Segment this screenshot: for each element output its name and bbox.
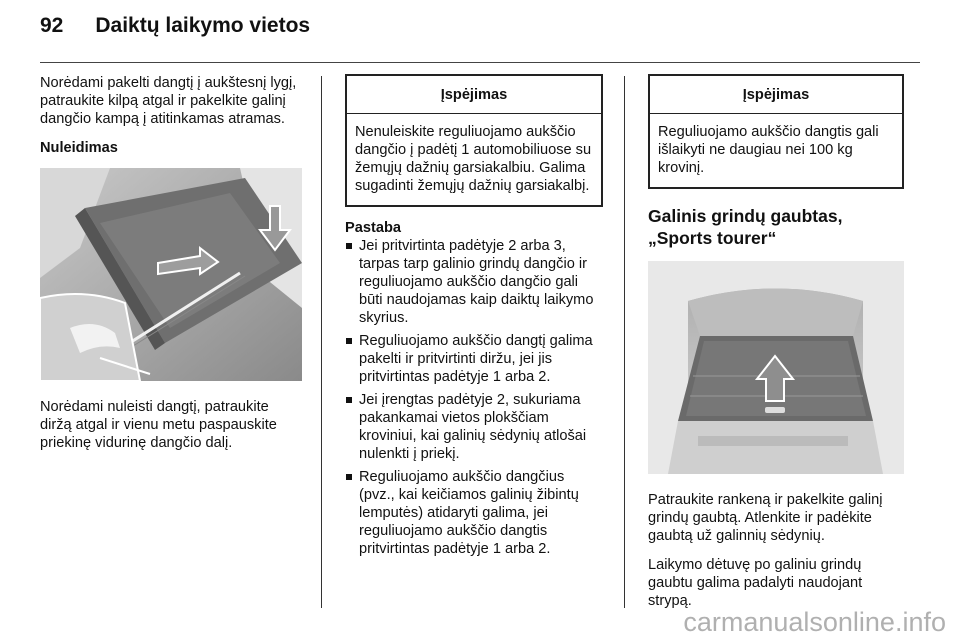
list-item: Reguliuojamo aukščio dangčius (pvz., kai keičiamos galinių žibintų lemputės) atidaryti galima, jei reguliuojamo aukščio dangtis pritvirtintas padėtyje 1 arba 2. bbox=[345, 468, 603, 558]
page-number: 92 bbox=[40, 14, 64, 37]
column-2 bbox=[345, 74, 603, 563]
warning-box-1 bbox=[345, 74, 603, 207]
column-3 bbox=[648, 74, 904, 621]
column-divider-1 bbox=[321, 76, 322, 608]
list-item: Jei pritvirtinta padėtyje 2 arba 3, tarpas tarp galinio grindų dangčio ir reguliuojamo aukščio dangčio gali būti naudojamas kaip daiktų laikymo skyrius. bbox=[345, 237, 603, 327]
warning-body: Nenuleiskite reguliuojamo aukščio dangčio į padėtį 1 automobiliuose su žemųjų dažnių garsiakalbiu. Galima sugadinti žemųjų dažnių garsiakalbį. bbox=[355, 124, 592, 194]
section-heading: Galinis grindų gaubtas, „Sports tourer“ bbox=[648, 206, 843, 248]
warning-body: Reguliuojamo aukščio dangtis gali išlaikyti ne daugiau nei 100 kg krovinį. bbox=[658, 124, 879, 176]
lowering-illustration bbox=[40, 168, 302, 381]
list-item: Jei įrengtas padėtyje 2, sukuriama pakankamai vietos plokščiam kroviniui, kai galinių sėdynių atlošai nulenkti į priekį. bbox=[345, 391, 603, 463]
warning-title: Įspėjimas bbox=[347, 76, 601, 114]
column-divider-2 bbox=[624, 76, 625, 608]
floor-cover-paragraph-2: Laikymo dėtuvę po galiniu grindų gaubtu galima padalyti naudojant strypą. bbox=[648, 557, 863, 609]
lowering-subheading: Nuleidimas bbox=[40, 140, 118, 156]
floor-cover-illustration bbox=[648, 261, 904, 474]
note-title: Pastaba bbox=[345, 220, 401, 236]
header-divider bbox=[40, 62, 920, 63]
floor-cover-paragraph-1: Patraukite rankeną ir pakelkite galinį grindų gaubtą. Atlenkite ir padėkite gaubtą už galinnių sėdynių. bbox=[648, 492, 883, 544]
warning-title: Įspėjimas bbox=[650, 76, 902, 114]
intro-paragraph: Norėdami pakelti dangtį į aukštesnį lygį, patraukite kilpą atgal ir pakelkite galinį dangčio kampą į atitinkamas atramas. bbox=[40, 75, 297, 127]
note-bullet-list bbox=[345, 237, 603, 558]
page-title: Daiktų laikymo vietos bbox=[95, 14, 311, 37]
watermark: carmanualsonline.info bbox=[683, 607, 946, 637]
list-item: Reguliuojamo aukščio dangtį galima pakelti ir pritvirtinti diržu, jei jis pritvirtintas padėtyje 1 arba 2. bbox=[345, 332, 603, 386]
column-1 bbox=[40, 74, 302, 463]
page-header bbox=[40, 14, 310, 38]
warning-box-2 bbox=[648, 74, 904, 189]
lowering-paragraph: Norėdami nuleisti dangtį, patraukite diržą atgal ir vienu metu paspauskite priekinę vidurinę dangčio dalį. bbox=[40, 399, 277, 451]
